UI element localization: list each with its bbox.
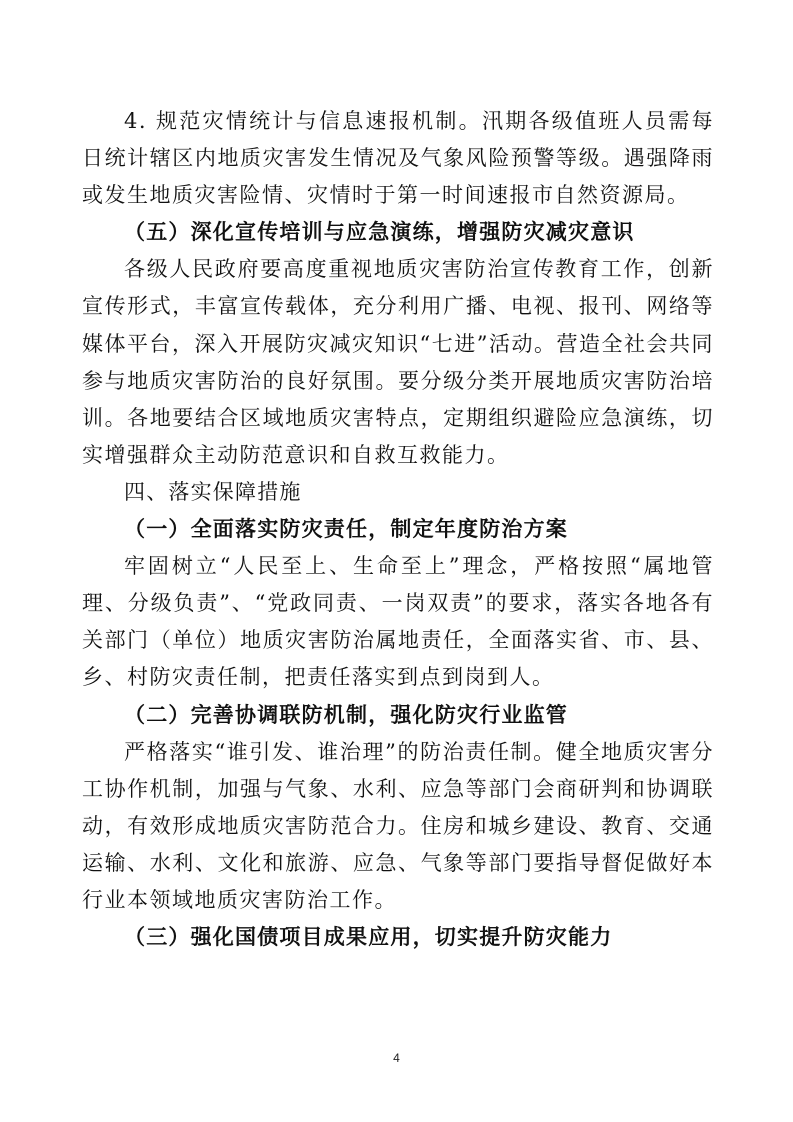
paragraph-publicity: 各级人民政府要高度重视地质灾害防治宣传教育工作，创新宣传形式，丰富宣传载体，充分利用广播、电视、报刊、网络等媒体平台，深入开展防灾减灾知识“七进”活动。营造全社会共同参与地质灾害防治的良好氛围。要分级分类开展地质灾害防治培训。各地要结合区域地质灾害特点，定期组织避险应急演练，切实增强群众主动防范意识和自救互救能力。: [82, 257, 714, 467]
document-body: [82, 103, 714, 956]
section-heading-4: 四、落实保障措施: [124, 479, 302, 504]
paragraph-responsibility: 牢固树立“人民至上、生命至上”理念，严格按照“属地管理、分级负责”、“党政同责、一岗双责”的要求，落实各地各有关部门（单位）地质灾害防治属地责任，全面落实省、市、县、乡、村防灾责任制，把责任落实到点到岗到人。: [82, 554, 714, 690]
page-number: 4: [393, 1051, 400, 1065]
subheading-1: （一）全面落实防灾责任，制定年度防治方案: [124, 517, 568, 542]
subheading-5: （五）深化宣传培训与应急演练，增强防灾减灾意识: [124, 220, 635, 245]
subheading-3: （三）强化国债项目成果应用，切实提升防灾能力: [124, 925, 613, 950]
paragraph-item-4: 4. 规范灾情统计与信息速报机制。汛期各级值班人员需每日统计辖区内地质灾害发生情况及气象风险预警等级。遇强降雨或发生地质灾害险情、灾情时于第一时间速报市自然资源局。: [82, 109, 714, 208]
paragraph-coordination: 严格落实“谁引发、谁治理”的防治责任制。健全地质灾害分工协作机制，加强与气象、水利、应急等部门会商研判和协调联动，有效形成地质灾害防范合力。住房和城乡建设、教育、交通运输、水利、文化和旅游、应急、气象等部门要指导督促做好本行业本领域地质灾害防治工作。: [82, 739, 714, 912]
subheading-2: （二）完善协调联防机制，强化防灾行业监管: [124, 702, 568, 727]
